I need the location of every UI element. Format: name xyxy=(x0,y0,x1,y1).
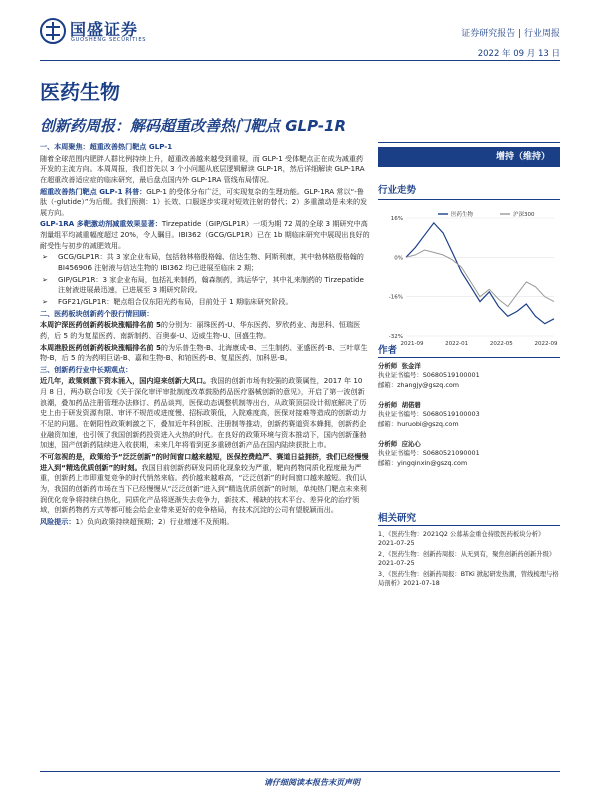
y-tick-label: -32% xyxy=(388,334,403,340)
report-title: 创新药周报：解码超重改善热门靶点 GLP-1R xyxy=(40,117,347,135)
y-tick-label: -16% xyxy=(388,294,403,301)
list-item: ➢ GCG/GLP1R：共 3 家企业布局，包括勃林格殷格翰、信达生物、阿斯利康，其中勃林格殷格翰的 BI456906 注射液与信达生物的 IBI362 均已进展至临床 2 期； xyxy=(42,252,364,273)
analyst-rule xyxy=(378,357,560,358)
para-2-lead: 超重改善热门靶点 GLP-1 科普： xyxy=(40,186,147,196)
email-link[interactable]: yingqinxin@gszq.com xyxy=(397,458,468,467)
section-1-paragraph-2 xyxy=(40,187,370,219)
section-1-paragraph-1: 随着全球范围内肥胖人群比例持续上升，超重改善越来越受到重视，而 GLP-1 受体靶点正在成为减重药开发的主流方向。本周周报，我们首先以 3 个小问题从底层逻辑解读 GLP-1R，然后详细解读 GLP-1RA 在超重改善适应症的临床研究，最后盘点国内外 GLP-1RA 管线布局情况。 xyxy=(40,153,365,184)
section-3-heading: 三、创新药行业中长期观点： xyxy=(40,364,133,374)
header-divider xyxy=(40,60,560,61)
report-date: 2022 年 09 月 13 日 xyxy=(477,49,560,59)
company-logo xyxy=(40,16,160,50)
analyst-name: 应沁心 xyxy=(401,440,421,448)
sector-title: 医药生物 xyxy=(40,80,120,104)
analyst-heading: 作者 xyxy=(378,345,398,356)
legend-label: 医药生物 xyxy=(451,212,474,218)
footer-disclaimer: 请仔细阅读本报告末页声明 xyxy=(264,778,360,787)
x-tick-label: 2022-05 xyxy=(489,341,513,347)
analyst-card: 分析师 张金洋 执业证书编号：S0680519100001 邮箱：zhangjy@gszq.com xyxy=(378,362,480,389)
section-2-paragraph-2: 本周港股医药创新药板块涨幅排名前 5的为乐普生物-B、北海康成-B、三生制药、亚盛医药-B、三叶草生物-B，后 5 的为药明巨诺-B、嘉和生物-B、和铂医药-B、复星医药、加科思-B。 xyxy=(40,342,368,363)
trend-heading: 行业走势 xyxy=(378,185,417,196)
risk-note: 风险提示：1）负向政策持续超预期；2）行业增速不及预期。 xyxy=(40,516,234,526)
para-2-text: GLP-1 的受体分布广泛，可实现复杂的生理功能。GLP-1RA 常以“-鲁肽（-glutide）”为后缀。我们预测：1）长效、口服逐步实现对短效注射的替代；2）多重激动是未来的发展方向。 xyxy=(40,186,368,217)
footer-divider xyxy=(40,771,560,772)
report-type: 证券研究报告 | 行业周报 xyxy=(461,29,560,39)
trend-rule xyxy=(378,199,560,200)
list-item[interactable]: 3、《医药生物：创新药周报：BTKi 掀起研发热潮，管线梳理与格局剖析》2021-07-18 xyxy=(378,570,559,587)
para-3-text: Tirzepatide（GIP/GLP1R）一项为期 72 周的全球 3 期研究中高剂量组平均减重幅度超过 20%，令人瞩目。IBI362（GCG/GLP1R）已在 1b 期临床研究中展现出良好的耐受性与初步的减肥效用。 xyxy=(40,219,370,250)
email-link[interactable]: zhangjy@gszq.com xyxy=(397,380,460,389)
related-heading: 相关研究 xyxy=(378,513,417,524)
main-content xyxy=(40,142,370,528)
email-link[interactable]: huruobi@gszq.com xyxy=(397,419,459,428)
brand-name-en: GUOSHENG SECURITIES xyxy=(71,37,147,43)
related-rule xyxy=(378,525,560,526)
legend-label: 沪深300 xyxy=(513,212,535,218)
section-2-heading: 二、医药板块创新药个股行情回顾： xyxy=(40,308,154,318)
analyst-name: 胡偌碧 xyxy=(401,401,421,409)
y-tick-label: 0% xyxy=(394,255,403,262)
section-3-paragraph-2: 不可忽视的是，政策给予“泛泛创新”的时间窗口越来越短，医保控费趋严、赛道日益拥挤，我们已经慢慢进入到“精选优质创新”的时刻。我国目前创新药研发同质化现象较为严重，靶向药物同质化程度最为严重，创新药上市即重复竞争的时代悄然来临。药价越来越难高，“泛泛创新”的时间窗口越来越短。我们认为，我国的创新药市场在当下已经慢慢从“泛泛创新”进入到“精选优质创新”的时刻，单纯热门靶点未来利润优化竞争将持续白热化，同质化产品将逐渐失去竞争力，新技术、稀缺的技术平台、差异化的治疗领域，创新药物药方式等都可能会给企业带来更好的竞争格局，有技术沉淀的公司有望脱颖而出。 xyxy=(40,451,369,515)
x-tick-label: 2022-09 xyxy=(534,341,558,347)
list-item: ➢ FGF21/GLP1R：靶点组合仅东阳光药布局，目前处于 1 期临床研究阶段。 xyxy=(42,296,293,306)
section-1-paragraph-3 xyxy=(40,219,370,251)
section-3-paragraph-1: 近几年，政策刺激下资本涌入，国内迎来创新大风口。我国的创新市场有较强的政策属性，2017 年 10 月 8 日，两办联合印发《关于深化审评审批制度改革鼓励药品医疗器械创新的意见》，开启了第一波创新浪潮，叠加药品注册管理办法修订、药品谈判，医保动态调整机制等出台，从政策顶层设计彻底解决了历史上由于研发资源有限、审评不规范或进度慢、招标政策低，入院难度高，医保对接难等造成的创新动力不足的问题。在朝阳性政策刺激之下，叠加近年科创板、注册制等推动，创新药赛道资本蜂拥，创新药企业融资加速，也引领了我国创新药投资进入火热的时代。在良好的政策环境与资本推动下，国内创新蓬勃加速，国产创新药陆续进入收获期，未来几年将看到更多重磅创新产品在国内陆续获批上市。 xyxy=(40,376,367,450)
section-1-heading: 一、本周聚焦：超重改善热门靶点 GLP-1 xyxy=(40,142,173,151)
y-tick-label: 16% xyxy=(390,216,403,222)
rating-badge: 增持（维持） xyxy=(378,147,560,167)
x-tick-label: 2021-09 xyxy=(400,341,424,347)
analyst-card: 分析师 应沁心 执业证书编号：S0680521090001 邮箱：yingqinxin@gszq.com xyxy=(378,440,480,467)
series-line xyxy=(406,250,554,307)
list-item[interactable]: 1、《医药生物：2021Q2 公募基金重仓持股医药板块分析》2021-07-25 xyxy=(378,531,545,547)
x-tick-label: 2022-01 xyxy=(445,341,469,347)
list-item[interactable]: 2、《医药生物：创新药周报：从无到有，聚焦创新药创新升级》2021-07-25 xyxy=(378,550,556,567)
section-2-paragraph-1: 本周沪深医药创新药板块涨幅排名前 5的分别为：丽珠医药-U、华东医药、罗欣药业、海思科、恒瑞医药，后 5 的为复星医药、南新制药、百奥泰-U、迈威生物-U、回盛生物。 xyxy=(40,320,361,340)
related-list xyxy=(378,531,560,591)
para-3-lead: GLP-1RA 多靶激动剂减重效果显著： xyxy=(40,219,162,229)
analyst-name: 张金洋 xyxy=(401,362,421,370)
analyst-card: 分析师 胡偌碧 执业证书编号：S0680519100003 邮箱：huruobi@gszq.com xyxy=(378,401,480,428)
series-line xyxy=(406,223,554,324)
list-item: ➢ GIP/GLP1R：3 家企业布局，包括礼来制药，翰森制药，鸿运华宁，其中礼来制药的 Tirzepatide 注射液进展最迅速，已进展至 3 期研究阶段。 xyxy=(42,274,364,295)
brand-name-cn: 国盛证券 xyxy=(70,20,139,39)
trend-chart xyxy=(378,206,560,354)
logo-mark-icon xyxy=(40,18,66,44)
